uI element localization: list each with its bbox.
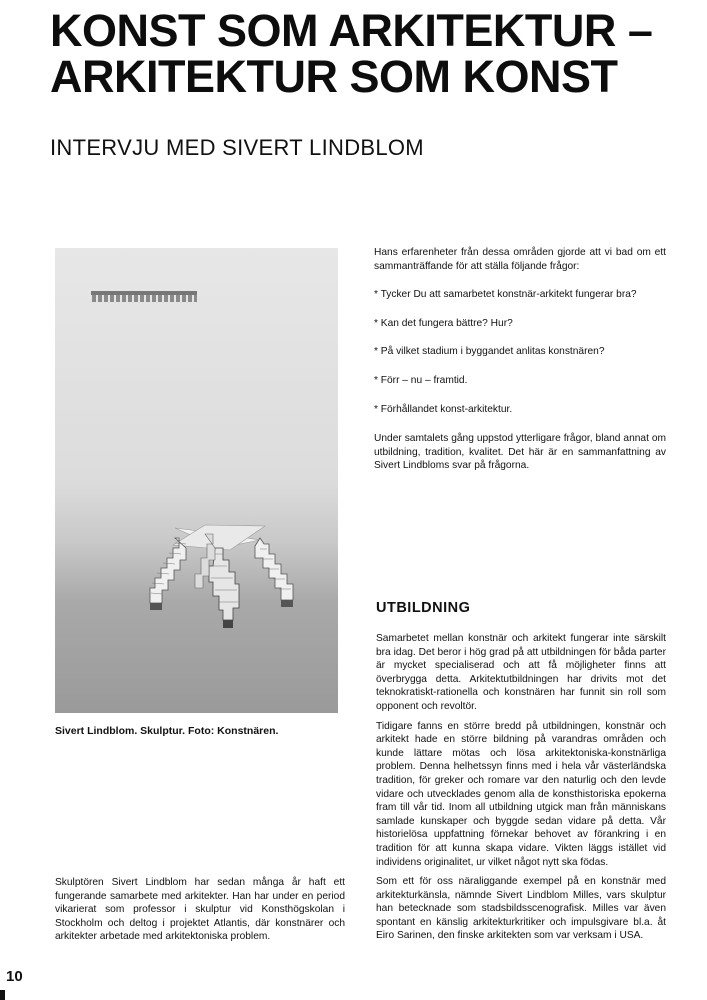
right-column-intro [374,246,666,473]
article-subtitle: INTERVJU MED SIVERT LINDBLOM [50,135,424,160]
question-item: * På vilket stadium i byggandet anlitas konstnären? [374,346,605,358]
comb-object [91,291,197,302]
question-item: * Förhållandet konst-arkitektur. [374,403,513,415]
sculpture-photo [55,248,338,713]
intro-paragraph: Skulptören Sivert Lindblom har sedan många år haft ett fungerande samarbete med arkitekter. Han har under en period vikarierat som professor i skulptur vid Konsthögskolan i Stockholm och deltog i projektet Atlantis, där konstnärer och arkitekter arbetade med arkitektoniska problem. [55,877,345,943]
followup-text: Under samtalets gång uppstod ytterligare frågor, bland annat om utbildning, tradition, kvalitet. Det här är en sammanfattning av Sivert Lindbloms svar på frågorna. [374,433,666,472]
body-paragraph: Tidigare fanns en större bredd på utbildningen, konstnär och arkitekt hade en större bildning på varandras områden och kunde lättare mötas och lösa arkitektoniska-konstnärliga problem. Denna helhetssyn finns med i hela vår västerländska tradition, för greker och romare var den naturlig och den levde vidare och utvecklades genom alla de konsthistoriska epokerna fram till vår tid. Inom all utbildning utgick man från människans samlade kunskaper och byggde sedan vidare på detta. Vår historielösa uppfattning förnekar behovet av förankring i en tradition för att kunna skapa vidare. Vikten läggs istället vid individens originalitet, ur vilket något nytt ska födas. [376,720,666,868]
article-title [50,5,690,102]
title-line-2: ARKITEKTUR SOM KONST [50,51,618,102]
title-line-1: KONST SOM ARKITEKTUR – [50,5,653,56]
page-number: 10 [6,968,23,985]
question-item: * Tycker Du att samarbetet konstnär-arkitekt fungerar bra? [374,289,637,301]
intro-text: Hans erfarenheter från dessa områden gjorde att vi bad om ett sammanträffande för att ställa följande frågor: [374,247,666,272]
section-body [376,632,666,949]
stepped-sculpture [150,525,293,628]
corner-mark [0,990,5,1000]
sculpture-illustration [55,248,338,713]
body-paragraph: Samarbetet mellan konstnär och arkitekt fungerar inte särskilt bra idag. Det beror i hög grad på att utbildningen för båda parter är mycket specialiserad och att få möjligheter finns att överbrygga detta. Arkitektutbildningen har drivits mot det teknokratiskt-rationella och konstnären har funnit sin roll som opponent och revoltör. [376,633,666,712]
section-heading: UTBILDNING [376,600,471,616]
question-item: * Kan det fungera bättre? Hur? [374,317,513,329]
body-paragraph: Som ett för oss näraliggande exempel på en konstnär med arkitekturkänsla, nämnde Sivert Lindblom Milles, vars skulptur han betecknade som stadsbildsscenografisk. Milles var även spontant en känslig arkitekturkritiker och impulsgivare bl.a. åt Eiro Sarinen, den finske arkitekten som var verksam i USA. [376,876,666,942]
question-item: * Förr – nu – framtid. [374,374,468,386]
photo-caption: Sivert Lindblom. Skulptur. Foto: Konstnären. [55,725,279,737]
